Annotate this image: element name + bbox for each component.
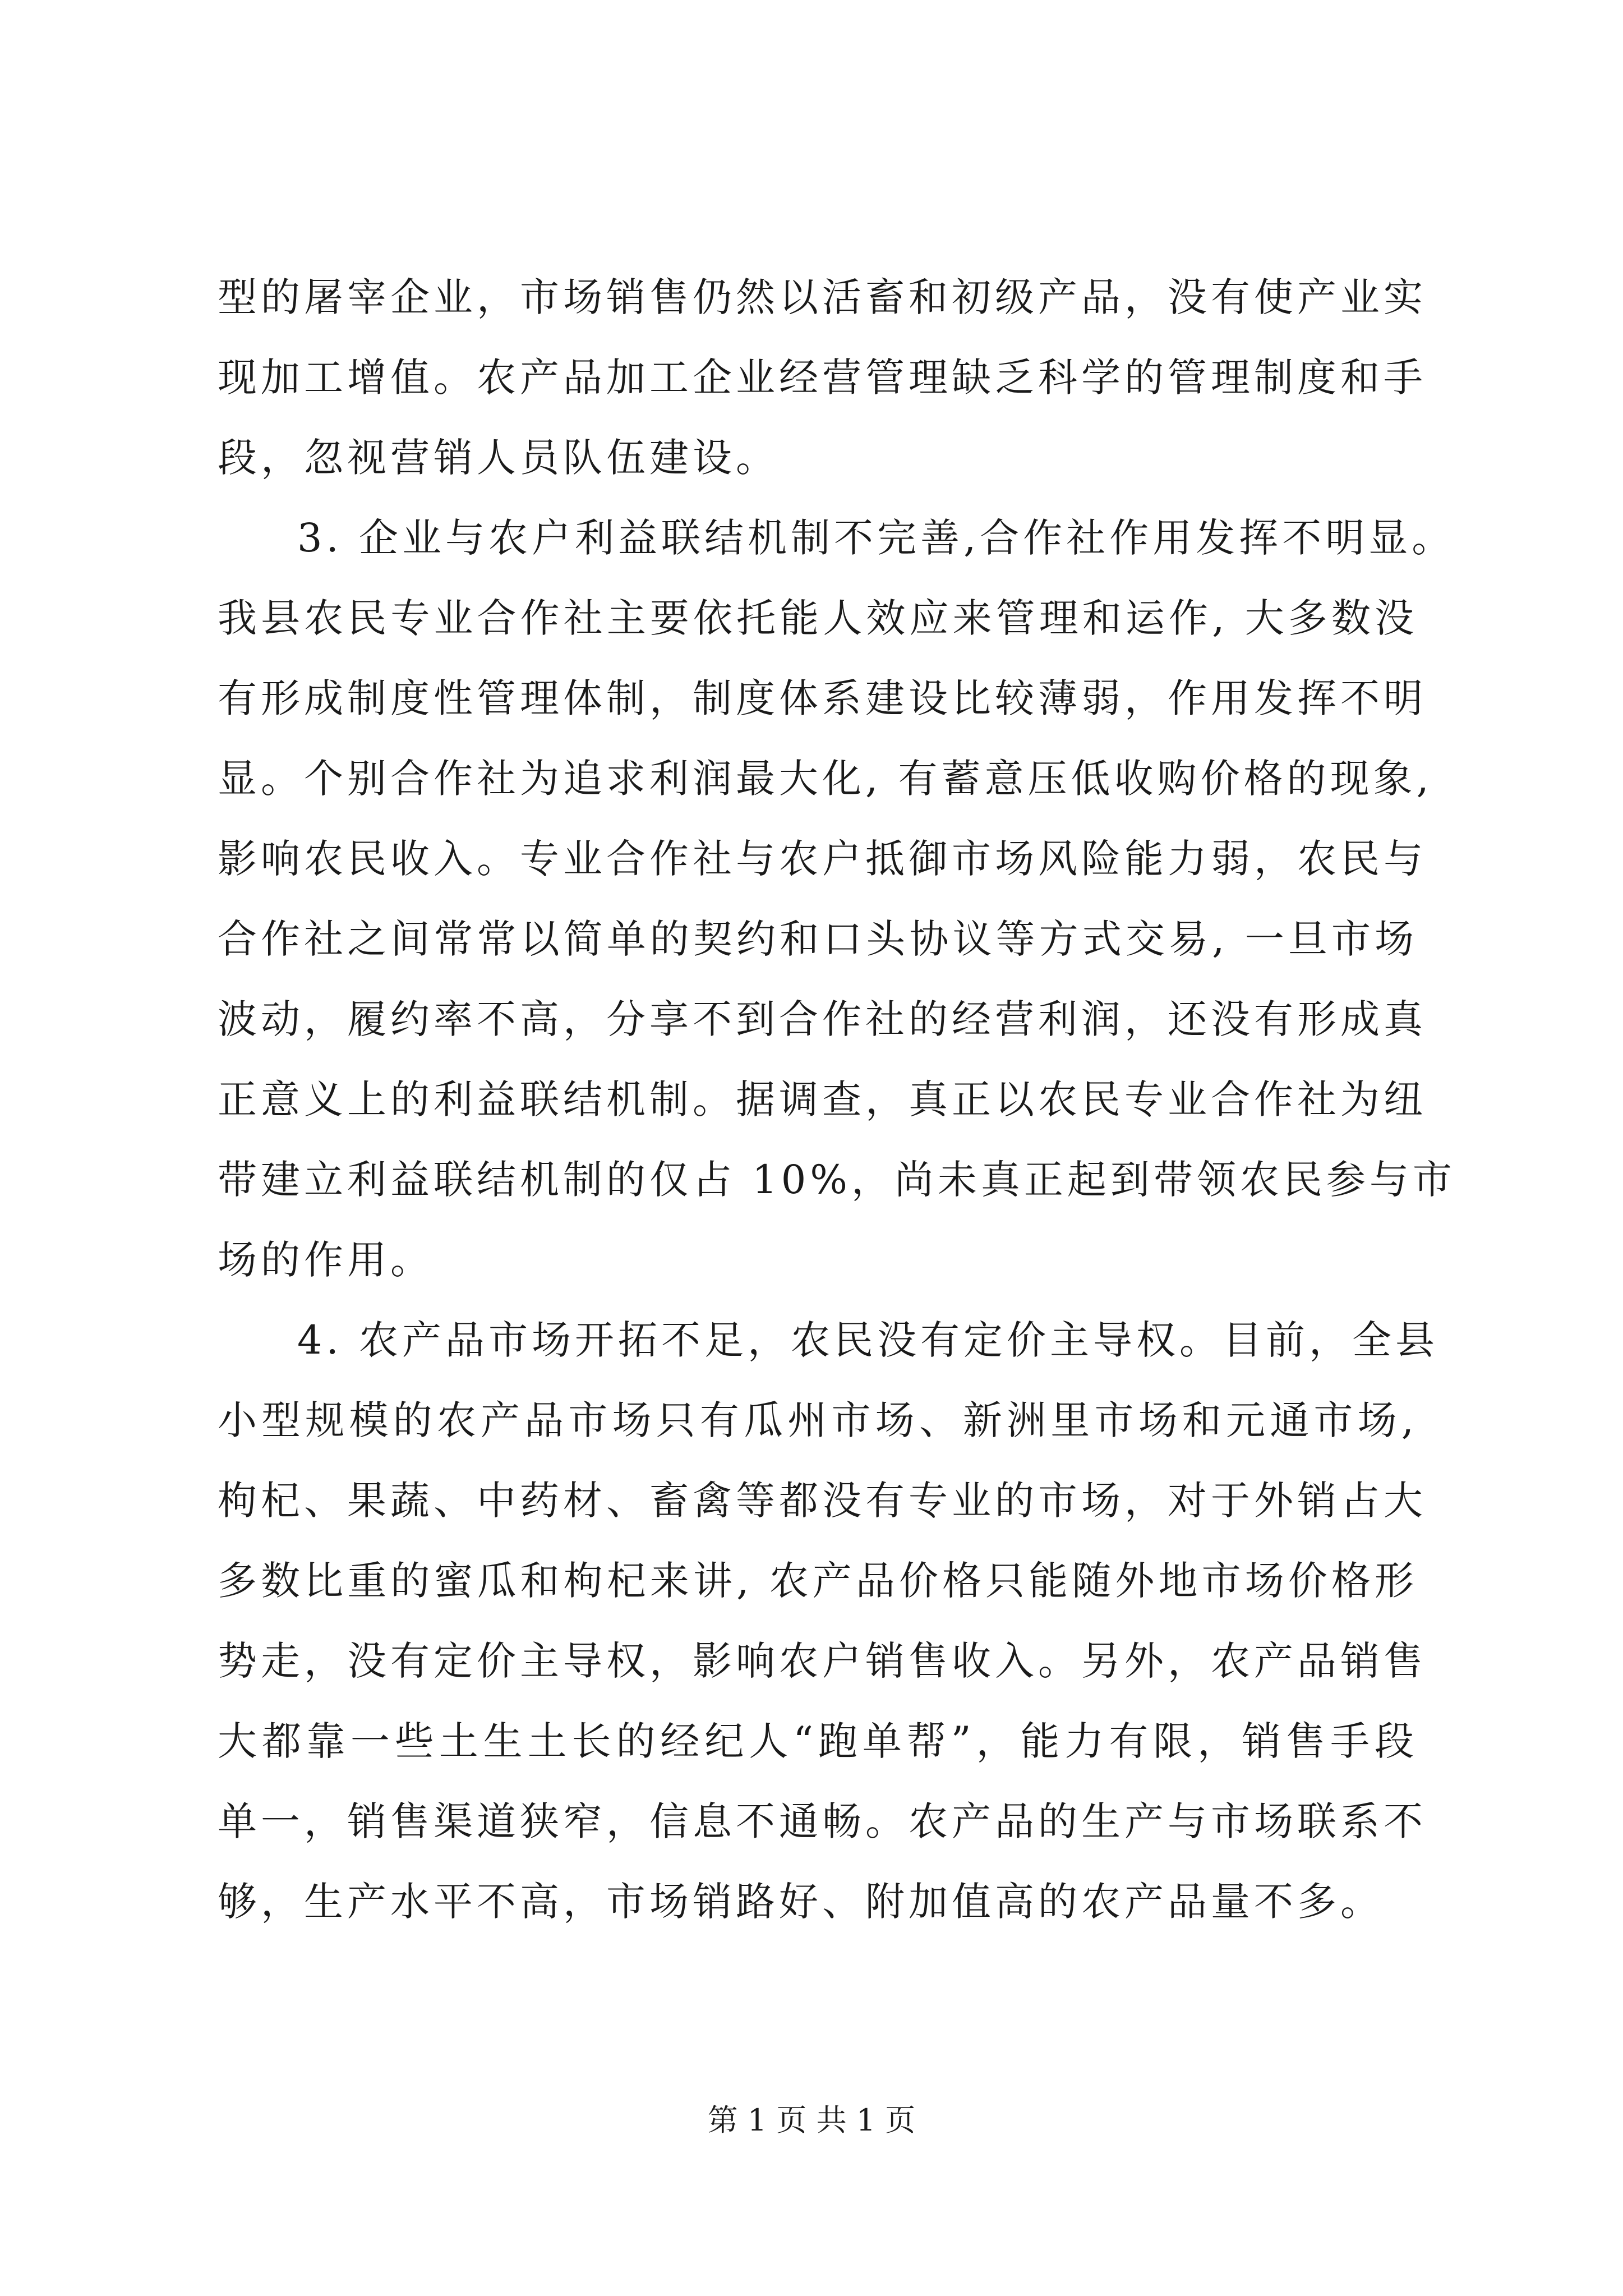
page-footer: 第 1 页 共 1 页: [707, 2102, 916, 2138]
text-line: 正意义上的利益联结机制。据调查，真正以农民专业合作社为纽: [218, 1076, 1427, 1122]
text-line: 势走，没有定价主导权，影响农户销售收入。另外，农产品销售: [218, 1638, 1427, 1684]
text-line: 多数比重的蜜瓜和枸杞来讲, 农产品价格只能随外地市场价格形: [218, 1558, 1418, 1604]
paragraph-heading-4: 4. 农产品市场开拓不足，农民没有定价主导权。目前，全县: [297, 1317, 1439, 1363]
text-line: 大都靠一些土生土长的经纪人“跑单帮”，能力有限，销售手段: [218, 1718, 1418, 1764]
text-line: 波动，履约率不高，分享不到合作社的经营利润，还没有形成真: [218, 996, 1427, 1042]
text-line: 显。个别合作社为追求利润最大化, 有蓄意压低收购价格的现象,: [218, 756, 1433, 802]
text-line: 够，生产水平不高，市场销路好、附加值高的农产品量不多。: [218, 1879, 1384, 1925]
text-line: 合作社之间常常以简单的契约和口头协议等方式交易, 一旦市场: [218, 916, 1418, 962]
text-line: 现加工增值。农产品加工企业经营管理缺乏科学的管理制度和手: [218, 355, 1427, 401]
text-line: 影响农民收入。专业合作社与农户抵御市场风险能力弱，农民与: [218, 836, 1427, 882]
text-line: 段，忽视营销人员队伍建设。: [218, 435, 779, 481]
text-line: 我县农民专业合作社主要依托能人效应来管理和运作, 大多数没: [218, 595, 1418, 641]
text-line: 型的屠宰企业，市场销售仍然以活畜和初级产品，没有使产业实: [218, 274, 1427, 320]
text-line: 带建立利益联结机制的仅占 10%，尚未真正起到带领农民参与市: [218, 1157, 1456, 1203]
text-line: 单一，销售渠道狭窄，信息不通畅。农产品的生产与市场联系不: [218, 1798, 1427, 1844]
text-line: 场的作用。: [218, 1237, 434, 1283]
text-line: 小型规模的农产品市场只有瓜州市场、新洲里市场和元通市场,: [218, 1397, 1418, 1443]
text-line: 枸杞、果蔬、中药材、畜禽等都没有专业的市场，对于外销占大: [218, 1478, 1427, 1524]
text-line: 有形成制度性管理体制，制度体系建设比较薄弱，作用发挥不明: [218, 675, 1427, 721]
paragraph-heading-3: 3. 企业与农户利益联结机制不完善,合作社作用发挥不明显。: [297, 515, 1455, 561]
